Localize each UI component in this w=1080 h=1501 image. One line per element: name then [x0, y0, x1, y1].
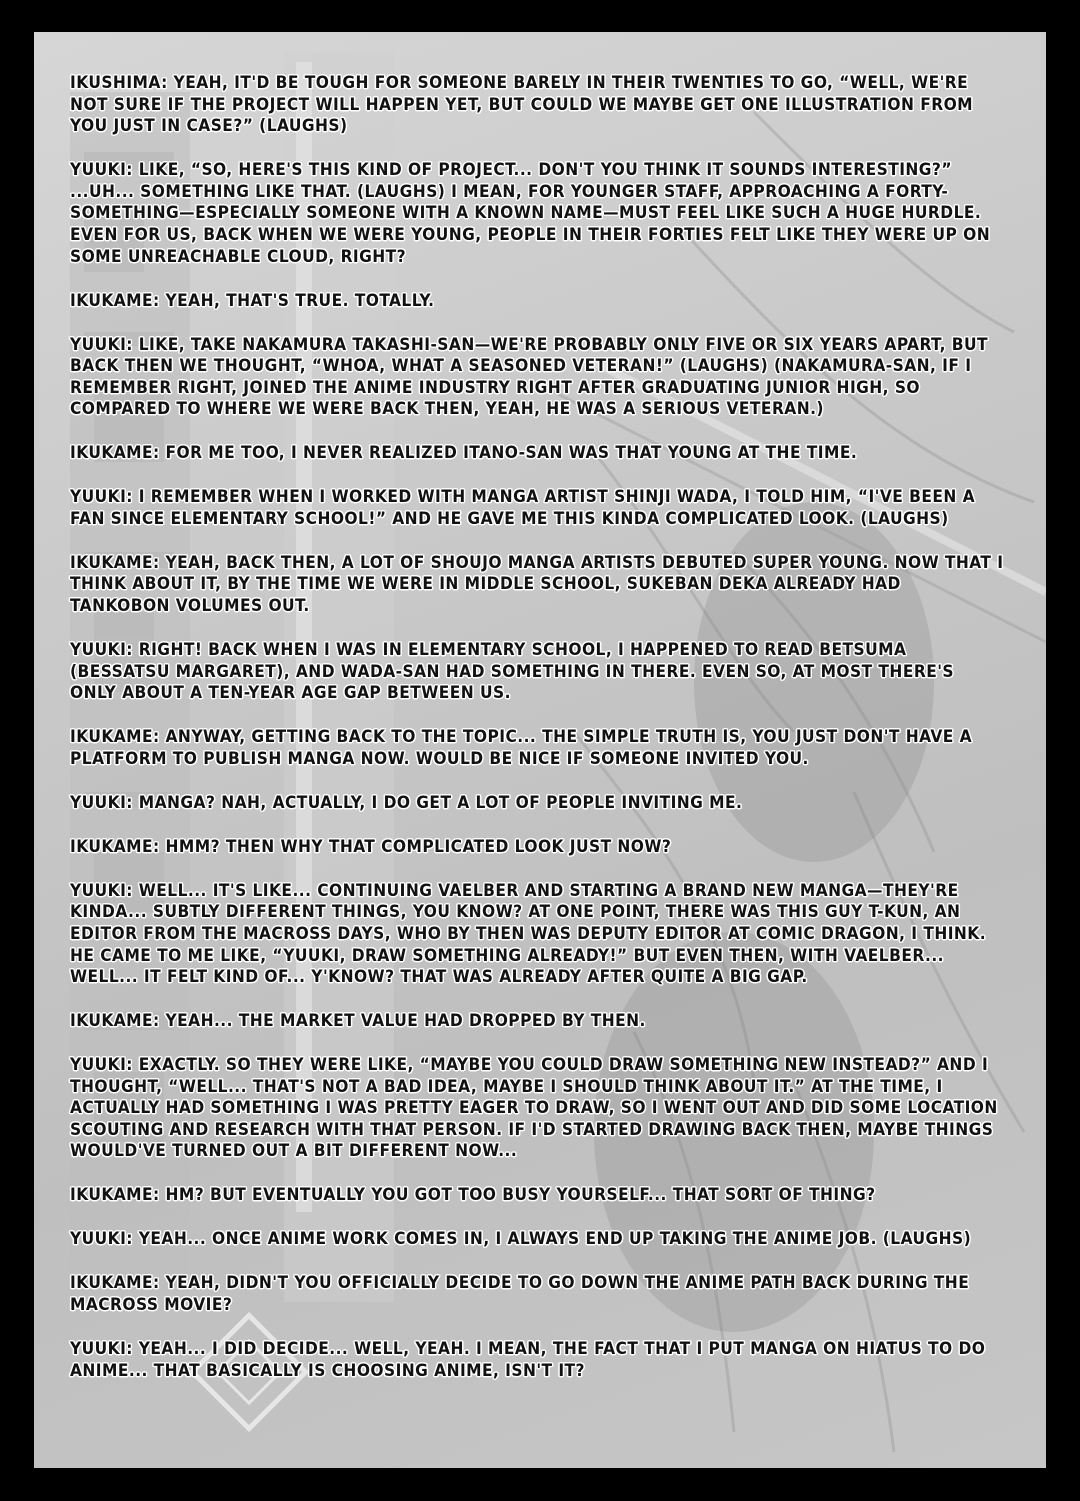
interview-paragraph: YUUKI: EXACTLY. SO THEY WERE LIKE, “MAYBE YOU COULD DRAW SOMETHING NEW INSTEAD?” AND I THOUGHT, “WELL... THAT'S NOT A BAD IDEA, MAYBE I SHOULD THINK ABOUT IT.” AT THE TIME, I ACTUALLY HAD SOMETHING I WAS PRETTY EAGER TO DRAW, SO I WENT OUT AND DID SOME LOCATION SCOUTING AND RESEARCH WITH THAT PERSON. IF I'D STARTED DRAWING BACK THEN, MAYBE THINGS WOULD'VE TURNED OUT A BIT DIFFERENT NOW...	[70, 1055, 998, 1162]
interview-paragraph: YUUKI: RIGHT! BACK WHEN I WAS IN ELEMENTARY SCHOOL, I HAPPENED TO READ BETSUMA (BESSATSU MARGARET), AND WADA-SAN HAD SOMETHING IN THERE. EVEN SO, AT MOST THERE'S ONLY ABOUT A TEN-YEAR AGE GAP BETWEEN US.	[70, 640, 954, 704]
interview-paragraph: IKUKAME: YEAH... THE MARKET VALUE HAD DROPPED BY THEN.	[70, 1011, 646, 1032]
interview-paragraph: YUUKI: I REMEMBER WHEN I WORKED WITH MANGA ARTIST SHINJI WADA, I TOLD HIM, “I'VE BEEN A FAN SINCE ELEMENTARY SCHOOL!” AND HE GAVE ME THIS KINDA COMPLICATED LOOK. (LAUGHS)	[70, 487, 975, 529]
article-panel	[34, 32, 1046, 1468]
interview-text	[70, 73, 1005, 1382]
interview-paragraph: YUUKI: MANGA? NAH, ACTUALLY, I DO GET A LOT OF PEOPLE INVITING ME.	[70, 792, 743, 813]
interview-paragraph: IKUKAME: YEAH, BACK THEN, A LOT OF SHOUJO MANGA ARTISTS DEBUTED SUPER YOUNG. NOW THAT I THINK ABOUT IT, BY THE TIME WE WERE IN MIDDLE SCHOOL, SUKEBAN DEKA ALREADY HAD TANKOBON VOLUMES OUT.	[70, 552, 1004, 617]
interview-paragraph: YUUKI: WELL... IT'S LIKE... CONTINUING VAELBER AND STARTING A BRAND NEW MANGA—THEY'RE KINDA... SUBTLY DIFFERENT THINGS, YOU KNOW? AT ONE POINT, THERE WAS THIS GUY T-KUN, AN EDITOR FROM THE MACROSS DAYS, WHO BY THEN WAS DEPUTY EDITOR AT COMIC DRAGON, I THINK. HE CAME TO ME LIKE, “YUUKI, DRAW SOMETHING ALREADY!” BUT EVEN THEN, WITH VAELBER... WELL... IT FELT KIND OF... Y'KNOW? THAT WAS ALREADY AFTER QUITE A BIG GAP.	[70, 880, 987, 988]
interview-paragraph: YUUKI: YEAH... I DID DECIDE... WELL, YEAH. I MEAN, THE FACT THAT I PUT MANGA ON HIATUS TO DO ANIME... THAT BASICALLY IS CHOOSING ANIME, ISN'T IT?	[70, 1338, 986, 1381]
interview-paragraph: IKUKAME: YEAH, DIDN'T YOU OFFICIALLY DECIDE TO GO DOWN THE ANIME PATH BACK DURING THE MACROSS MOVIE?	[70, 1273, 970, 1315]
interview-paragraph: YUUKI: LIKE, “SO, HERE'S THIS KIND OF PROJECT... DON'T YOU THINK IT SOUNDS INTERESTING?” ...UH... SOMETHING LIKE THAT. (LAUGHS) I MEAN, FOR YOUNGER STAFF, APPROACHING A FORTY-SOMETHING—ESPECIALLY SOMEONE WITH A KNOWN NAME—MUST FEEL LIKE SUCH A HUGE HURDLE. EVEN FOR US, BACK WHEN WE WERE YOUNG, PEOPLE IN THEIR FORTIES FELT LIKE THEY WERE UP ON SOME UNREACHABLE CLOUD, RIGHT?	[70, 160, 991, 267]
interview-paragraph: IKUKAME: YEAH, THAT'S TRUE. TOTALLY.	[70, 290, 435, 311]
interview-paragraph: IKUKAME: HM? BUT EVENTUALLY YOU GOT TOO BUSY YOURSELF... THAT SORT OF THING?	[70, 1185, 876, 1206]
interview-paragraph: IKUKAME: FOR ME TOO, I NEVER REALIZED ITANO-SAN WAS THAT YOUNG AT THE TIME.	[70, 443, 858, 464]
interview-paragraph: IKUSHIMA: YEAH, IT'D BE TOUGH FOR SOMEONE BARELY IN THEIR TWENTIES TO GO, “WELL, WE'RE NOT SURE IF THE PROJECT WILL HAPPEN YET, BUT COULD WE MAYBE GET ONE ILLUSTRATION FROM YOU JUST IN CASE?” (LAUGHS)	[70, 73, 973, 137]
interview-paragraph: YUUKI: LIKE, TAKE NAKAMURA TAKASHI-SAN—WE'RE PROBABLY ONLY FIVE OR SIX YEARS APART, BUT BACK THEN WE THOUGHT, “WHOA, WHAT A SEASONED VETERAN!” (LAUGHS) (NAKAMURA-SAN, IF I REMEMBER RIGHT, JOINED THE ANIME INDUSTRY RIGHT AFTER GRADUATING JUNIOR HIGH, SO COMPARED TO WHERE WE WERE BACK THEN, YEAH, HE WAS A SERIOUS VETERAN.)	[70, 334, 988, 420]
interview-paragraph: YUUKI: YEAH... ONCE ANIME WORK COMES IN, I ALWAYS END UP TAKING THE ANIME JOB. (LAUGHS)	[70, 1229, 972, 1250]
interview-paragraph: IKUKAME: ANYWAY, GETTING BACK TO THE TOPIC... THE SIMPLE TRUTH IS, YOU JUST DON'T HAVE A PLATFORM TO PUBLISH MANGA NOW. WOULD BE NICE IF SOMEONE INVITED YOU.	[70, 727, 973, 769]
interview-paragraph: IKUKAME: HMM? THEN WHY THAT COMPLICATED LOOK JUST NOW?	[70, 836, 672, 857]
